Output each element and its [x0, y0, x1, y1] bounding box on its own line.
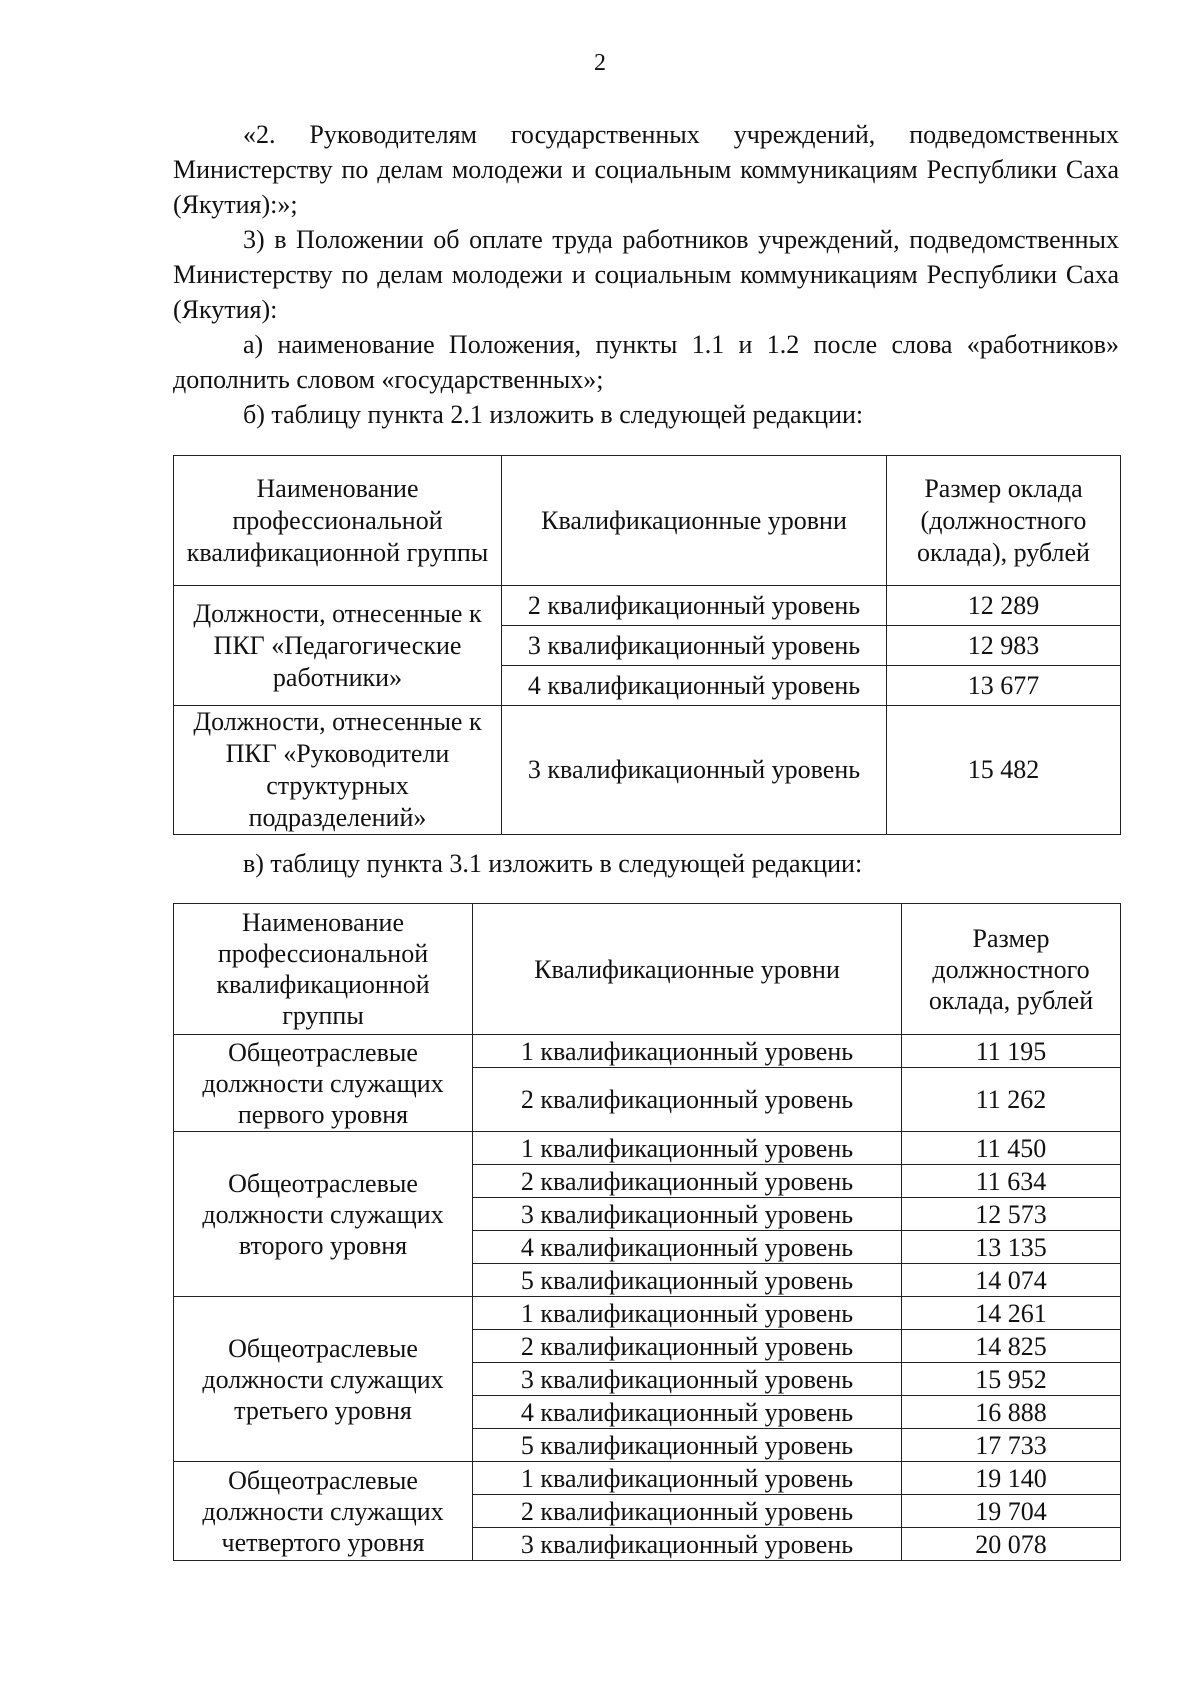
salary-table-2-1 — [173, 455, 1121, 835]
salary-cell: 14 074 — [902, 1264, 1121, 1297]
table-row — [174, 1035, 1121, 1068]
group-name: Общеотраслевые должности служащих первого уровня — [174, 1035, 473, 1132]
level-cell: 4 квалификационный уровень — [473, 1231, 902, 1264]
level-cell: 3 квалификационный уровень — [502, 626, 887, 666]
salary-cell: 12 573 — [902, 1198, 1121, 1231]
header-group: Наименование профессиональной квалификационной группы — [174, 456, 502, 586]
table-header-row — [174, 904, 1121, 1035]
level-cell: 2 квалификационный уровень — [473, 1330, 902, 1363]
salary-cell: 15 482 — [887, 706, 1121, 835]
table-row — [174, 706, 1121, 835]
group-name: Общеотраслевые должности служащих второго уровня — [174, 1132, 473, 1297]
header-salary: Размер должностного оклада, рублей — [902, 904, 1121, 1035]
salary-cell: 12 983 — [887, 626, 1121, 666]
table-row — [174, 1462, 1121, 1495]
paragraph-4: б) таблицу пункта 2.1 изложить в следующей редакции: — [243, 400, 864, 429]
level-cell: 5 квалификационный уровень — [473, 1429, 902, 1462]
level-cell: 3 квалификационный уровень — [473, 1528, 902, 1561]
level-cell: 3 квалификационный уровень — [473, 1198, 902, 1231]
group-name: Должности, отнесенные к ПКГ «Руководители структурных подразделений» — [174, 706, 502, 835]
level-cell: 1 квалификационный уровень — [473, 1132, 902, 1165]
salary-cell: 11 450 — [902, 1132, 1121, 1165]
level-cell: 4 квалификационный уровень — [502, 666, 887, 706]
level-cell: 5 квалификационный уровень — [473, 1264, 902, 1297]
salary-cell: 11 195 — [902, 1035, 1121, 1068]
salary-cell: 11 634 — [902, 1165, 1121, 1198]
level-cell: 3 квалификационный уровень — [473, 1363, 902, 1396]
paragraph-2: 3) в Положении об оплате труда работников учреждений, подведомственных Министерству по делам молодежи и социальным коммуникациям Республики Саха (Якутия): — [173, 225, 1119, 324]
salary-cell: 19 140 — [902, 1462, 1121, 1495]
level-cell: 1 квалификационный уровень — [473, 1462, 902, 1495]
level-cell: 3 квалификационный уровень — [502, 706, 887, 835]
paragraph-3: а) наименование Положения, пункты 1.1 и 1.2 после слова «работников» дополнить словом «государственных»; — [173, 330, 1119, 394]
salary-cell: 16 888 — [902, 1396, 1121, 1429]
group-name: Общеотраслевые должности служащих третьего уровня — [174, 1297, 473, 1462]
level-cell: 2 квалификационный уровень — [502, 586, 887, 626]
salary-cell: 19 704 — [902, 1495, 1121, 1528]
level-cell: 2 квалификационный уровень — [473, 1165, 902, 1198]
salary-cell: 20 078 — [902, 1528, 1121, 1561]
salary-cell: 13 677 — [887, 666, 1121, 706]
paragraph-5: в) таблицу пункта 3.1 изложить в следующей редакции: — [243, 849, 863, 878]
level-cell: 1 квалификационный уровень — [473, 1035, 902, 1068]
salary-table-3-1 — [173, 903, 1121, 1561]
salary-cell: 14 261 — [902, 1297, 1121, 1330]
salary-cell: 17 733 — [902, 1429, 1121, 1462]
level-cell: 2 квалификационный уровень — [473, 1068, 902, 1132]
header-level: Квалификационные уровни — [473, 904, 902, 1035]
salary-cell: 13 135 — [902, 1231, 1121, 1264]
level-cell: 4 квалификационный уровень — [473, 1396, 902, 1429]
level-cell: 2 квалификационный уровень — [473, 1495, 902, 1528]
table-header-row — [174, 456, 1121, 586]
salary-cell: 12 289 — [887, 586, 1121, 626]
paragraph-1: «2. Руководителям государственных учреждений, подведомственных Министерству по делам молодежи и социальным коммуникациям Республики Саха (Якутия):»; — [173, 120, 1119, 219]
table-row — [174, 1297, 1121, 1330]
document-body — [173, 117, 1119, 432]
level-cell: 1 квалификационный уровень — [473, 1297, 902, 1330]
salary-cell: 15 952 — [902, 1363, 1121, 1396]
header-group: Наименование профессиональной квалификационной группы — [174, 904, 473, 1035]
table-row — [174, 1132, 1121, 1165]
table-row — [174, 586, 1121, 626]
header-level: Квалификационные уровни — [502, 456, 887, 586]
page-number: 2 — [594, 50, 606, 76]
header-salary: Размер оклада (должностного оклада), рублей — [887, 456, 1121, 586]
group-name: Общеотраслевые должности служащих четвертого уровня — [174, 1462, 473, 1561]
salary-cell: 11 262 — [902, 1068, 1121, 1132]
group-name: Должности, отнесенные к ПКГ «Педагогические работники» — [174, 586, 502, 706]
salary-cell: 14 825 — [902, 1330, 1121, 1363]
